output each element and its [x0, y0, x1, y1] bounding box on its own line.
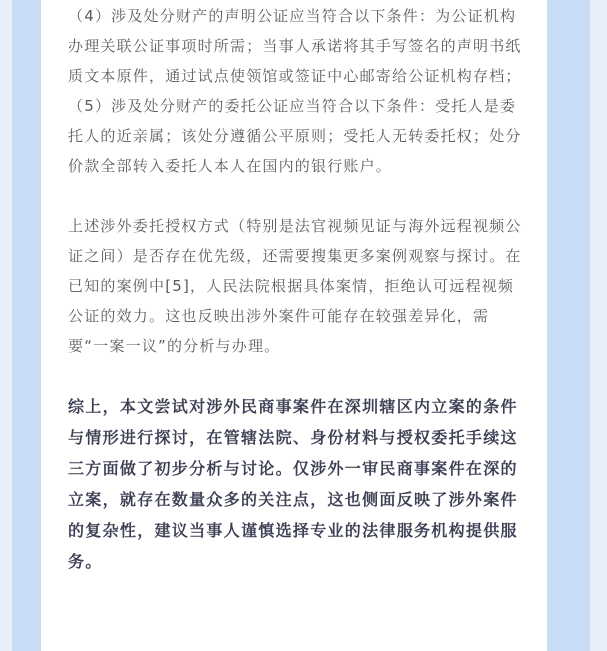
article-card — [41, 0, 547, 651]
paragraph-spacer — [68, 361, 523, 391]
page-frame-left — [0, 0, 12, 651]
article-body — [68, 1, 523, 577]
page-frame-right — [590, 0, 607, 651]
paragraph-item-4: （4）涉及处分财产的声明公证应当符合以下条件：为公证机构办理关联公证事项时所需；当事人承诺将其手写签名的声明书纸质文本原件，通过试点使领馆或签证中心邮寄给公证机构存档； — [68, 7, 522, 85]
paragraph-discussion: 上述涉外委托授权方式（特别是法官视频见证与海外远程视频公证之间）是否存在优先级，还需要搜集更多案例观察与探讨。在已知的案例中[5]，人民法院根据具体案情，拒绝认可远程视频公证的效力。这也反映出涉外案件可能存在较强差异化，需要“一案一议”的分析与办理。 — [68, 217, 522, 355]
paragraph-spacer — [68, 181, 523, 211]
paragraph-item-5: （5）涉及处分财产的委托公证应当符合以下条件：受托人是委托人的近亲属；该处分遵循公平原则；受托人无转委托权；处分价款全部转入委托人本人在国内的银行账户。 — [68, 97, 522, 175]
paragraph-conclusion: 综上，本文尝试对涉外民商事案件在深圳辖区内立案的条件与情形进行探讨，在管辖法院、身份材料与授权委托手续这三方面做了初步分析与讨论。仅涉外一审民商事案件在深的立案，就存在数量众多的关注点，这也侧面反映了涉外案件的复杂性，建议当事人谨慎选择专业的法律服务机构提供服务。 — [68, 397, 518, 571]
